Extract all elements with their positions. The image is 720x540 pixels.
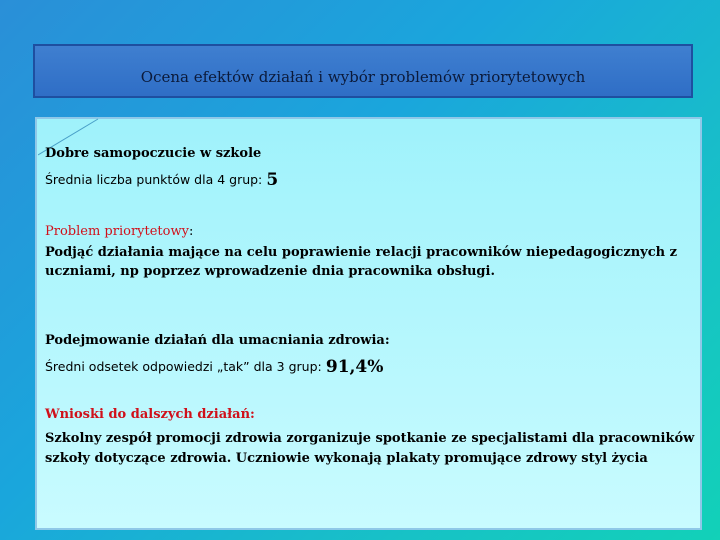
section1-problem-label-row <box>45 222 193 241</box>
section1-heading: Dobre samopoczucie w szkole <box>45 146 262 161</box>
section2-heading: Podejmowanie działań dla umacniania zdrowia: <box>45 333 390 348</box>
conclusions-text-line-2: szkoły dotyczące zdrowia. Uczniowie wykonają plakaty promujące zdrowy styl życia <box>45 451 648 466</box>
problem-priority-label: Problem priorytetowy <box>45 224 189 239</box>
problem-text-line-2: uczniami, np poprzez wprowadzenie dnia pracownika obsługi. <box>45 264 495 279</box>
section2-metric-label: Średni odsetek odpowiedzi „tak” dla 3 grup: <box>45 359 322 374</box>
slide-title: Ocena efektów działań i wybór problemów priorytetowych <box>140 68 586 86</box>
section2-metric-row <box>45 357 383 377</box>
problem-priority-colon: : <box>188 224 194 239</box>
conclusions-label: Wnioski do dalszych działań: <box>45 407 255 422</box>
section2-metric-value: 91,4% <box>325 357 384 377</box>
problem-text-line-1: Podjąć działania mające na celu poprawienie relacji pracowników niepedagogicznych z <box>45 245 677 260</box>
section1-metric-label: Średnia liczba punktów dla 4 grup: <box>45 172 263 187</box>
section1-metric-row <box>45 170 278 190</box>
section1-metric-value: 5 <box>266 170 279 190</box>
slide-title-banner <box>33 44 693 98</box>
conclusions-text-line-1: Szkolny zespół promocji zdrowia zorganizuje spotkanie ze specjalistami dla pracowników <box>45 431 695 446</box>
